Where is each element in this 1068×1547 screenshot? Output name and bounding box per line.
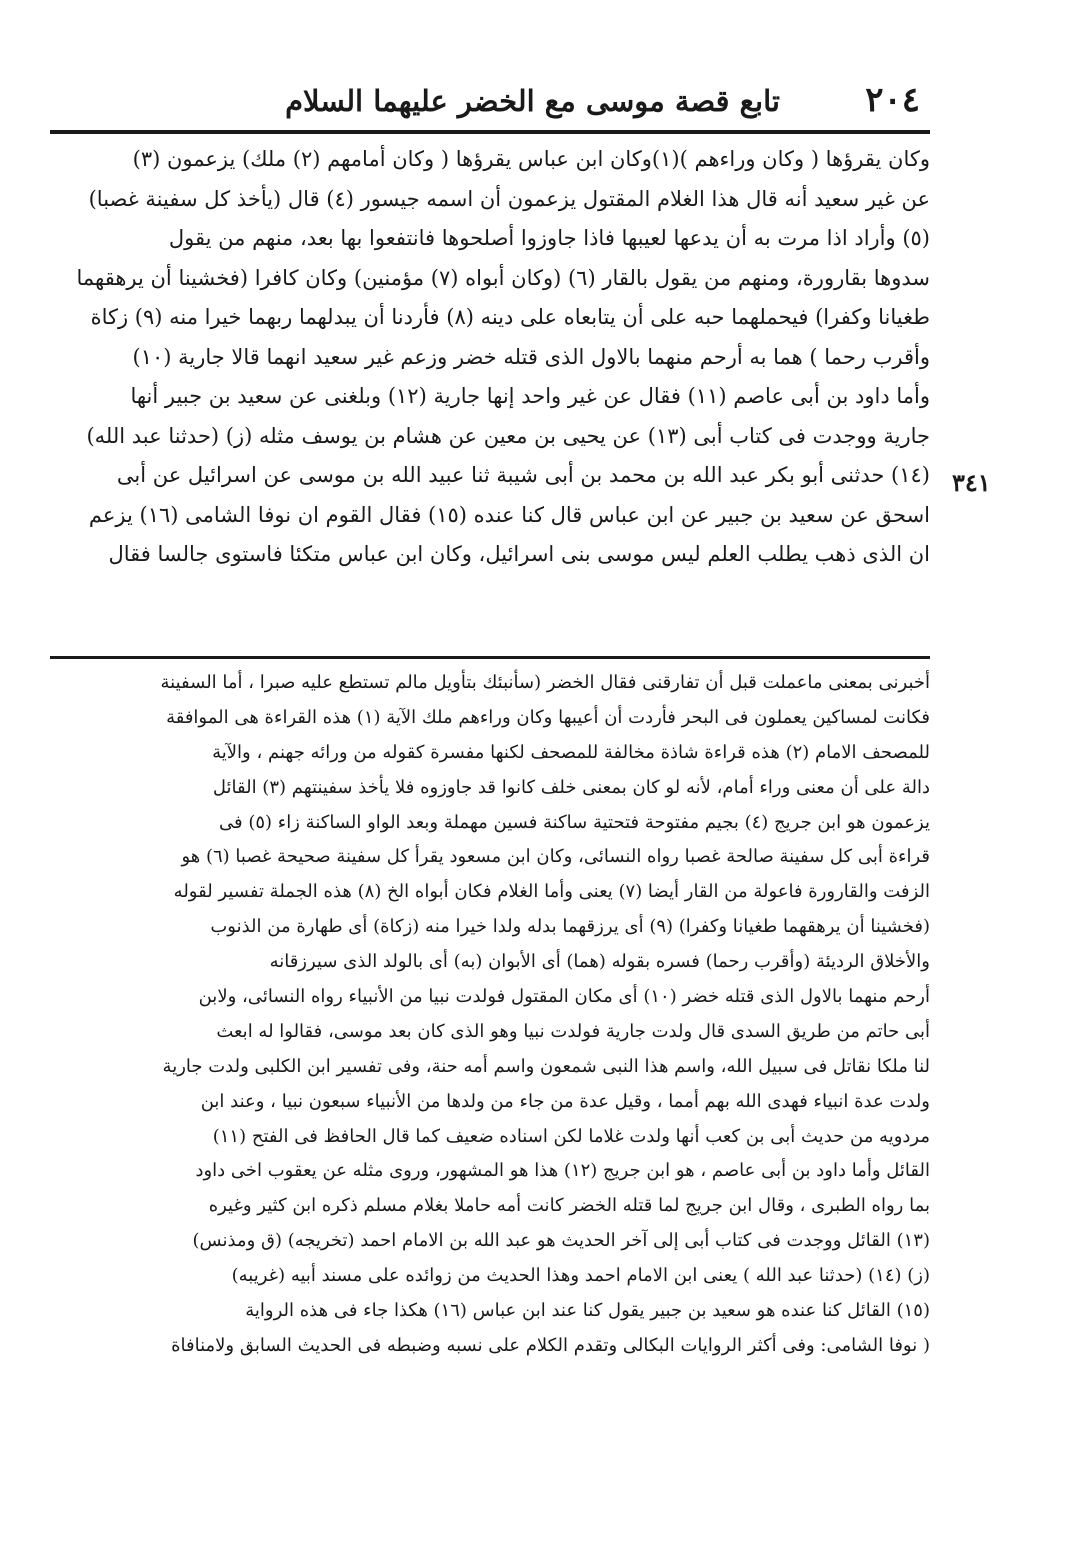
main-text-line: طغيانا وكفرا) فيحملهما حبه على أن يتابعاه على دينه (٨) فأردنا أن يبدلهما ربهما خيرا منه (٩) زكاة [90,305,930,329]
main-text-line: وكان يقرؤها ( وكان وراءهم )(١)وكان ابن عباس يقرؤها ( وكان أمامهم (٢) ملك) يزعمون (٣) [132,147,930,171]
footnote-line: مردويه من حديث أبى بن كعب أنها ولدت غلاما لكن اسناده ضعيف كما قال الحافظ فى الفتح (١١) [212,1125,930,1147]
footnote-line: والأخلاق الرديئة (وأقرب رحما) فسره بقوله (هما) أى الأبوان (به) أى بالولد الذى سيرزقانه [269,951,930,973]
footnote-line: (١٥) القائل كنا عنده هو سعيد بن جبير يقول كنا عند ابن عباس (١٦) هكذا جاء فى هذه الرواية [245,1300,930,1322]
main-text-line: ان الذى ذهب يطلب العلم ليس موسى بنى اسرائيل، وكان ابن عباس متكئا فاستوى جالسا فقال [108,542,930,566]
footnote-line: للمصحف الامام (٢) هذه قراءة شاذة مخالفة للمصحف لكنها مفسرة كقوله من ورائه جهنم ، والآية [212,741,930,763]
footnote-line: بما رواه الطبرى ، وقال ابن جريج لما قتله الخضر كانت أمه حاملا بغلام مسلم ذكره ابن كثير وغيره [208,1195,930,1217]
footnote-line: ولدت عدة انبياء فهدى الله بهم أمما ، وقيل عدة من جاء من ولدها من الأنبياء سبعون نبيا ، وعند ابن [200,1090,930,1112]
footnote-line: (ز) (١٤) (حدثنا عبد الله ) يعنى ابن الامام احمد وهذا الحديث من زوائده على مسند أبيه (غريبه) [231,1265,930,1287]
footnote-line: دالة على أن معنى وراء أمام، لأنه لو كان بمعنى خلف كانوا قد جاوزوه فلا يأخذ سفينتهم (٣) القائل [212,776,930,798]
header-rule [50,130,930,134]
main-text-line: وأقرب رحما ) هما به أرحم منهما بالاول الذى قتله خضر وزعم غير سعيد انهما قالا جارية (١٠) [132,344,930,369]
main-text-line: (١٤) حدثنى أبو بكر عبد الله بن محمد بن أبى شيبة ثنا عبيد الله بن موسى عن اسرائيل عن أبى [116,463,930,487]
main-text-line: جارية ووجدت فى كتاب أبى (١٣) عن يحيى بن معين عن هشام بن يوسف مثله (ز) (حدثنا عبد الله) [86,423,930,448]
footnote-line: القائل وأما داود بن أبى عاصم ، هو ابن جريج (١٢) هذا هو المشهور، وروى مثله عن يعقوب اخى داود [195,1160,930,1182]
footnote-line: لنا ملكا نقاتل فى سبيل الله، واسم هذا النبى شمعون واسم أمه حنة، وفى تفسير ابن الكلبى ولدت جارية [162,1055,930,1077]
footnote-line: (١٣) القائل ووجدت فى كتاب أبى إلى آخر الحديث هو عبد الله بن الامام احمد (تخريجه) (ق ومذنس) [192,1230,930,1252]
page-header [50,78,930,126]
footnote-line: أبى حاتم من طريق السدى قال ولدت جارية فولدت نبيا وهو الذى كان بعد موسى، فقالوا له ابعث [216,1020,930,1042]
main-text-line: (٥) وأراد اذا مرت به أن يدعها لعيبها فاذا جاوزوا أصلحوها فانتفعوا بها بعد، منهم من يقول [168,226,930,250]
footnote-line: (فخشينا أن يرهقهما طغيانا وكفرا) (٩) أى يرزقهما بدله ولدا خيرا منه (زكاة) أى طهارة من الذنوب [210,916,930,938]
footnote-line: يزعمون هو ابن جريج (٤) بجيم مفتوحة فتحتية ساكنة فسين مهملة وبعد الواو الساكنة زاء (٥) فى [219,811,930,833]
running-title: تابع قصة موسى مع الخضر عليهما السلام [285,84,780,118]
footnote-line: قراءة أبى كل سفينة صالحة غصبا رواه النسائى، وكان ابن مسعود يقرأ كل سفينة صحيحة غصبا (٦) هو [181,846,930,868]
footnote-line: الزفت والقارورة فاعولة من القار أيضا (٧) يعنى وأما الغلام فكان أبواه الخ (٨) هذه الجملة تفسير لقوله [173,881,930,903]
main-text [50,140,930,575]
footnotes [50,666,930,1364]
main-text-line: اسحق عن سعيد بن جبير عن ابن عباس قال كنا عنده (١٥) فقال القوم ان نوفا الشامى (١٦) يزعم [88,502,930,527]
footnote-line: فكانت لمساكين يعملون فى البحر فأردت أن أعيبها وكان وراءهم ملك الآية (١) هذه القراءة هى الموافقة [166,706,930,728]
margin-hadith-number: ٣٤١ [952,468,991,497]
main-text-line: عن غير سعيد أنه قال هذا الغلام المقتول يزعمون أن اسمه جيسور (٤) قال (يأخذ كل سفينة غصبا) [88,186,930,211]
footnote-line: ( نوفا الشامى: وفى أكثر الروايات البكالى وتقدم الكلام على نسبه وضبطه فى الحديث السابق ولامنافاة [171,1334,930,1356]
main-text-line: سدوها بقارورة، ومنهم من يقول بالقار (٦) (وكان أبواه (٧) مؤمنين) وكان كافرا (فخشينا أن يرهقهما [76,265,930,290]
footnote-line: أرحم منهما بالاول الذى قتله خضر (١٠) أى مكان المقتول فولدت نبيا من الأنبياء رواه النسائى، ولابن [198,986,930,1008]
footnote-separator [50,656,930,659]
main-text-line: وأما داود بن أبى عاصم (١١) فقال عن غير واحد إنها جارية (١٢) وبلغنى عن سعيد بن جبير أنها [130,384,930,408]
page-number: ٢٠٤ [865,80,920,120]
footnote-line: أخبرنى بمعنى ماعملت قبل أن تفارقنى فقال الخضر (سأنبئك بتأويل مالم تستطع عليه صبرا ، أما السفينة [160,672,930,693]
